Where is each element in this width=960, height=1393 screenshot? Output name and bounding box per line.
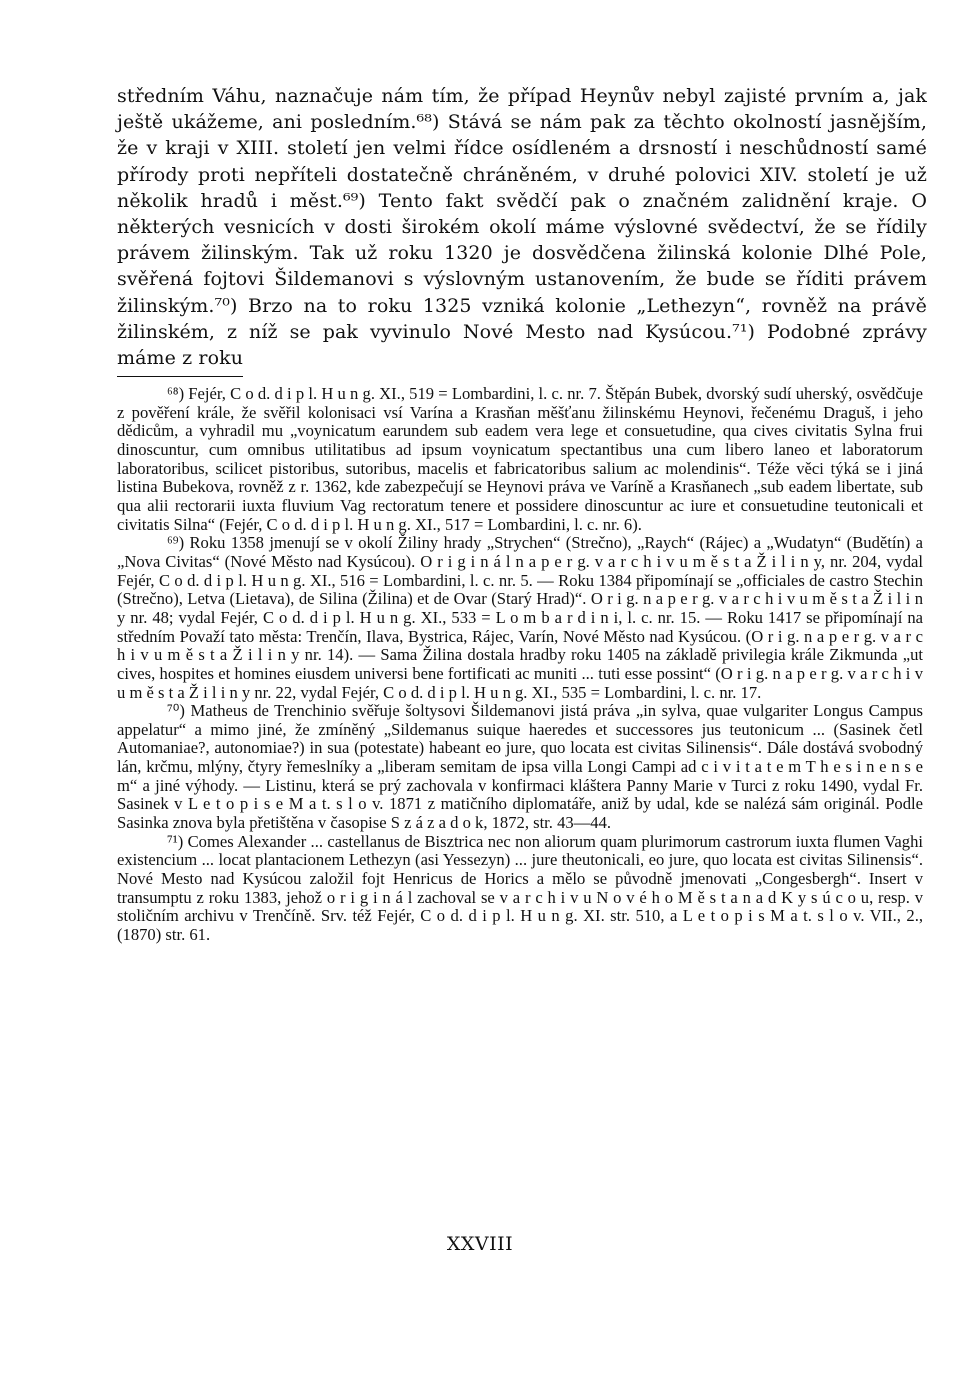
footnote-70: ⁷⁰) Matheus de Trenchinio svěřuje šoltysovi Šildemanovi jistá práva „in sylva, quae vulgariter Longus Campus appelatur“ a mimo jiné, že zmíněný „Sildemanus suique haeredes et successores jus teutonicum ... (Sasinek četl Automaniae?, autonomiae?) in sua (potestate) habeant eo jure, quo locata est civitas Silinensis“. Dále dostává svobodný lán, krčmu, mlýny, čtyry řemeslníky a „liberam semitam de ipsa villa Longi Campi ad c i v i t a t e m T h e s i n e n s e m“ a jiné výhody. — Listinu, která se prý zachovala v konfirmaci kláštera Panny Marie v Turci z roku 1490, vydal Fr. Sasinek v L e t o p i s e M a t. s l o v. 1871 z matičního diplomatáře, aniž by udal, kde se nalézá sám originál. Podle Sasinka znova byla přetištěna v časopise S z á z a d o k, 1872, str. 43—44. xyxy=(117,701,923,833)
main-text: středním Váhu, naznačuje nám tím, že případ Heynův nebyl zajisté prvním a, jak ještě ukážeme, ani posledním.⁶⁸) Stává se nám pak za těchto okolností jasnějším, že v kraji v XIII. století jen velmi řídce osídleném a drsností i neschůdností samé přírody proti nepříteli dostatečně chráněném, v druhé polovici XIV. století je už několik hradů i měst.⁶⁹) Tento fakt svědčí pak o značném zalidnění kraje. O některých vesnicích v dosti širokém okolí máme výslovné svědectví, že se řídily právem žilinským. Tak už roku 1320 je dosvědčena žilinská kolonie Dlhé Pole, svěřená fojtovi Šildemanovi s výslovným ustanovením, že bude se říditi právem žilinským.⁷⁰) Brzo na to roku 1325 vzniká kolonie „Lethezyn“, rovněž na právě žilinském, z níž se pak vyvinulo Nové Mesto nad Kysúcou.⁷¹) Podobné zprávy máme z roku xyxy=(117,85,927,370)
footnote-separator xyxy=(117,376,243,377)
footnote-69: ⁶⁹) Roku 1358 jmenují se v okolí Žiliny hrady „Strychen“ (Strečno), „Raych“ (Rájec) a „Wudatyn“ (Budětín) a „Nova Civitas“ (Nové Město nad Kysúcou). O r i g i n á l n a p e r g. v a r c h i v u m ě s t a Ž i l i n y, nr. 204, vydal Fejér, C o d. d i p l. H u n g. XI., 516 = Lombardini, l. c. nr. 5. — Roku 1384 připomínají se „officiales de castro Stechin (Strečno), Letva (Lietava), de Silina (Žilina) et de Ovar (Starý Hrad)“. O r i g. n a p e r g. v a r c h i v u m ě s t a Ž i l i n y nr. 48; vydal Fejér, C o d. d i p l. H u n g. XI., 533 = L o m b a r d i n i, l. c. nr. 15. — Roku 1417 se připomínají na středním Považí tato města: Trenčín, Ilava, Bystrica, Rájec, Varín, Nové Město nad Kysúcou. (O r i g. n a p e r g. v a r c h i v u m ě s t a Ž i l i n y nr. 14). — Sama Žilina dostala hradby roku 1405 na základě privilegia krále Zikmunda „ut cives, hospites et homines eiusdem universi bene fortificati ac muniti ... tuti esse possint“ (O r i g. n a p e r g. v a r c h i v u m ě s t a Ž i l i n y nr. 22, vydal Fejér, C o d. d i p l. H u n g. XI., 535 = Lombardini, l. c. nr. 17. xyxy=(117,533,923,702)
footnote-71: ⁷¹) Comes Alexander ... castellanus de Bisztrica nec non aliorum quam plurimorum castrorum iuxta flumen Vaghi existencium ... locat plantacionem Lethezyn (asi Yessezyn) ... jure theutonicali, eo jure, quo locata est civitas Silinensis“. Nové Mesto nad Kysúcou založil fojt Henricus de Horics a mělo se původně jmenovati „Congesbergh“. Insert v transumptu z roku 1383, jehož o r i g i n á l zachoval se v a r c h i v u N o v é h o M ě s t a n a d K y s ú c o u, resp. v stoličním archivu v Trenčíně. Srv. též Fejér, C o d. d i p l. H u n g. XI. str. 510, a L e t o p i s M a t. s l o v. VII., 2., (1870) str. 61. xyxy=(117,831,923,945)
footnotes xyxy=(117,385,923,945)
footnote-68: ⁶⁸) Fejér, C o d. d i p l. H u n g. XI., 519 = Lombardini, l. c. nr. 7. Štěpán Bubek, dvorský sudí uherský, osvědčuje z pověření krále, že svěřil kolonisaci vsí Varína a Krasňan měšťanu žilinskému Heynovi, řečenému Draguš, i jeho dědicům, a vyhradil mu „voynicatum earundem sub eadem vera lege et consuetudine, qua cives civitatis Sylna frui dinoscuntur, cum omnibus utilitatibus ad ipsum voynicatum spectantibus una cum libero laneo et laboratorum laboratoribus, scilicet pistoribus, sutoribus, macelis et fabricatoribus salium ac molendinis“. Téže věci týká se i jiná listina Bubekova, rovněž z r. 1362, kde zabezpečují se Heynovi práva ve Varíně a Krasňanech „sub eadem libertate, sub qua alii rectorarii iuxta fluvium Vag rectoratum tenere et possidere dinoscuntur ac iure et consuetudine teutonicali et civitatis Silna“ (Fejér, C o d. d i p l. H u n g. XI., 517 = Lombardini, l. c. nr. 6). xyxy=(117,384,923,534)
page-number: XXVIII xyxy=(446,1233,514,1255)
